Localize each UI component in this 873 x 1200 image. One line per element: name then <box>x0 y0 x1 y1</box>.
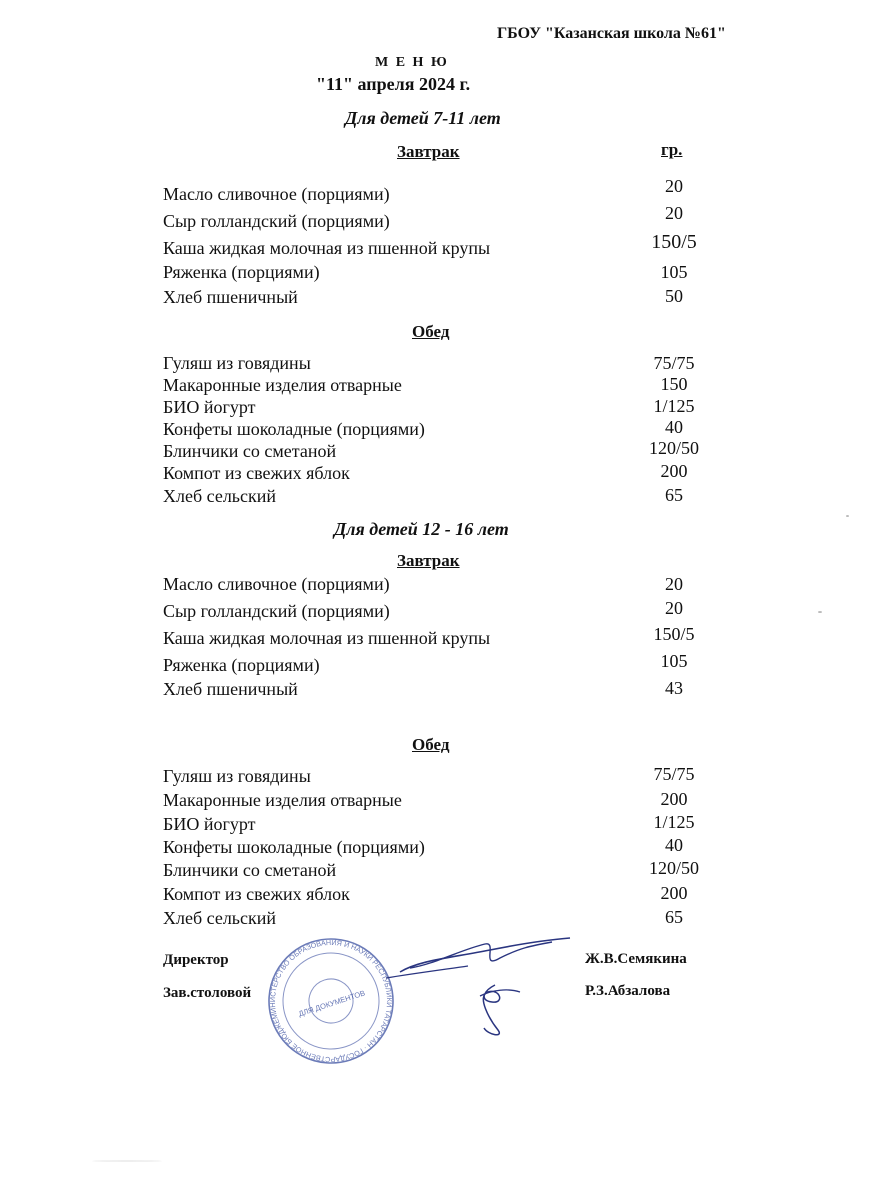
menu-item-qty: 65 <box>665 485 683 505</box>
meal-heading-lunch: Обед <box>412 735 450 754</box>
menu-item-qty: 150/5 <box>651 231 697 253</box>
age-group-12-16: Для детей 12 - 16 лет <box>334 519 509 539</box>
scan-speck <box>92 1160 162 1162</box>
menu-item: Макаронные изделия отварные <box>163 375 402 395</box>
menu-item: Ряженка (порциями) <box>163 262 320 282</box>
menu-item: БИО йогурт <box>163 814 256 834</box>
menu-item-qty: 50 <box>665 286 683 306</box>
menu-item-qty: 105 <box>660 651 688 671</box>
menu-item-qty: 40 <box>665 835 683 855</box>
menu-item: Гуляш из говядины <box>163 353 311 373</box>
unit-header: гр. <box>661 140 683 159</box>
signature-role-canteen-head: Зав.столовой <box>163 985 252 1001</box>
menu-item-qty: 120/50 <box>648 858 699 878</box>
age-group-7-11: Для детей 7-11 лет <box>345 108 501 128</box>
meal-heading-breakfast: Завтрак <box>397 142 460 161</box>
menu-item: Масло сливочное (порциями) <box>163 184 390 204</box>
menu-item: Сыр голландский (порциями) <box>163 601 390 621</box>
menu-item-qty: 20 <box>665 176 683 196</box>
menu-title: М Е Н Ю <box>375 55 449 70</box>
menu-item-qty: 200 <box>660 789 688 809</box>
menu-item: Блинчики со сметаной <box>163 441 337 461</box>
handwritten-signatures <box>380 930 580 1040</box>
menu-item-qty: 200 <box>660 461 688 481</box>
menu-item: Гуляш из говядины <box>163 766 311 786</box>
menu-item-qty: 40 <box>665 417 683 437</box>
menu-date: "11" апреля 2024 г. <box>316 74 471 94</box>
menu-item: Каша жидкая молочная из пшенной крупы <box>163 628 491 648</box>
signature-name-director: Ж.В.Семякина <box>585 951 687 967</box>
scan-speck <box>846 515 849 517</box>
menu-item: Конфеты шоколадные (порциями) <box>163 837 425 857</box>
menu-item: Макаронные изделия отварные <box>163 790 402 810</box>
stamp-ring-text: МИНИСТЕРСТВО ОБРАЗОВАНИЯ И НАУКИ РЕСПУБЛИКИ ТАТАРСТАН · ГОСУДАРСТВЕННОЕ БЮДЖЕТНОЕ <box>267 937 395 1065</box>
signature-role-director: Директор <box>163 952 229 968</box>
menu-item-qty: 150/5 <box>653 624 695 644</box>
menu-item-qty: 20 <box>665 598 683 618</box>
menu-item: Хлеб пшеничный <box>163 287 298 307</box>
menu-item: Сыр голландский (порциями) <box>163 211 390 231</box>
menu-item-qty: 43 <box>665 678 683 698</box>
meal-heading-lunch: Обед <box>412 322 450 341</box>
menu-item-qty: 120/50 <box>648 438 699 458</box>
menu-item: Блинчики со сметаной <box>163 860 337 880</box>
menu-item-qty: 75/75 <box>653 764 695 784</box>
menu-item-qty: 1/125 <box>653 396 695 416</box>
organization-name: ГБОУ "Казанская школа №61" <box>497 25 726 42</box>
menu-item: БИО йогурт <box>163 397 256 417</box>
scan-speck <box>818 611 822 613</box>
menu-item-qty: 20 <box>665 203 683 223</box>
menu-item: Конфеты шоколадные (порциями) <box>163 419 425 439</box>
menu-item-qty: 105 <box>660 262 688 282</box>
menu-item-qty: 20 <box>665 574 683 594</box>
menu-item: Ряженка (порциями) <box>163 655 320 675</box>
menu-item: Масло сливочное (порциями) <box>163 574 390 594</box>
menu-item-qty: 150 <box>660 374 688 394</box>
menu-item-qty: 65 <box>665 907 683 927</box>
menu-item-qty: 75/75 <box>653 353 695 373</box>
menu-item-qty: 200 <box>660 883 688 903</box>
signature-name-canteen-head: Р.З.Абзалова <box>585 983 671 999</box>
meal-heading-breakfast: Завтрак <box>397 551 460 570</box>
menu-item: Компот из свежих яблок <box>163 884 350 904</box>
menu-item: Каша жидкая молочная из пшенной крупы <box>163 238 491 258</box>
stamp-center-text: ДЛЯ ДОКУМЕНТОВ <box>297 988 367 1019</box>
menu-item: Хлеб пшеничный <box>163 679 298 699</box>
menu-item: Компот из свежих яблок <box>163 463 350 483</box>
menu-item: Хлеб сельский <box>163 486 277 506</box>
menu-item: Хлеб сельский <box>163 908 277 928</box>
menu-item-qty: 1/125 <box>653 812 695 832</box>
